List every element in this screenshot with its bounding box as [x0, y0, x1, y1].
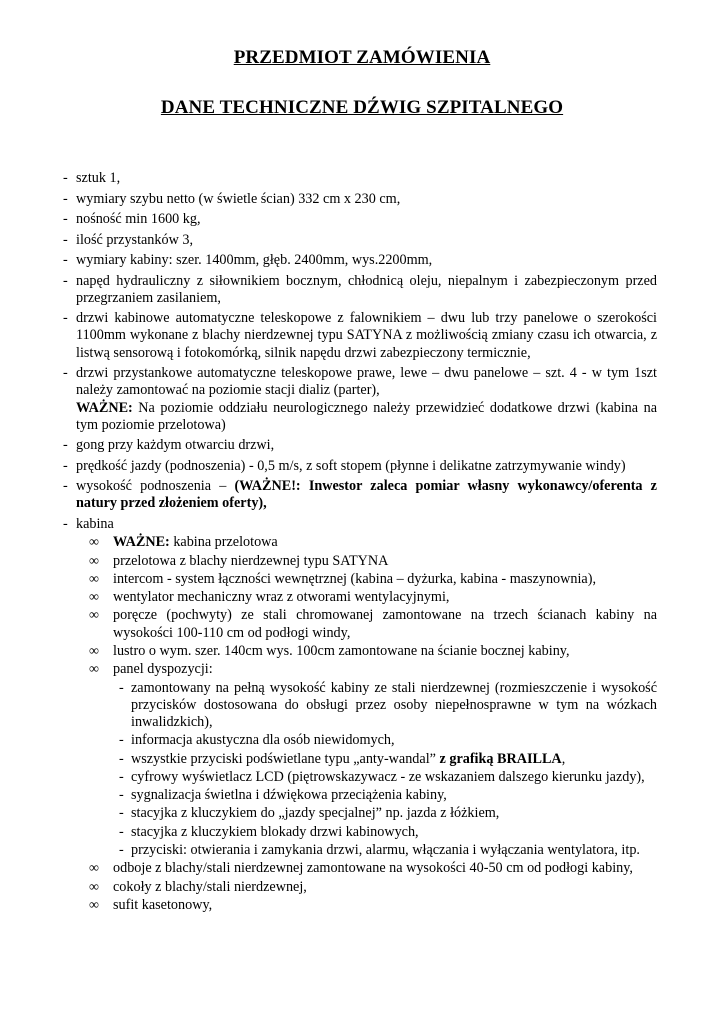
- spec-item-text: wymiary kabiny: szer. 1400mm, głęb. 2400mm, wys.2200mm,: [76, 252, 433, 268]
- infinity-bullet-icon: ∞: [89, 879, 99, 895]
- spec-item: [63, 365, 657, 434]
- infinity-bullet-icon: ∞: [89, 571, 99, 587]
- dash-bullet: -: [63, 457, 68, 474]
- spec-item-text: wysokość podnoszenia –: [76, 478, 235, 495]
- infinity-bullet-icon: ∞: [89, 662, 99, 678]
- cabin-item-text: wentylator mechaniczny wraz z otworami wentylacyjnymi,: [113, 589, 450, 606]
- cabin-item: [63, 661, 657, 678]
- important-label: WAŻNE:: [76, 399, 133, 416]
- infinity-bullet-icon: ∞: [89, 608, 99, 624]
- cabin-item: [63, 607, 657, 641]
- spec-item: [63, 273, 657, 307]
- panel-item-text: stacyjka z kluczykiem do „jazdy specjalnej” np. jazda z łóżkiem,: [131, 805, 500, 822]
- spec-list: [63, 170, 657, 915]
- cabin-item-text: sufit kasetonowy,: [113, 896, 213, 913]
- cabin-item: [63, 553, 657, 570]
- spec-item: [63, 252, 657, 269]
- dash-bullet: -: [119, 768, 124, 785]
- dash-bullet: -: [63, 252, 68, 268]
- infinity-bullet-icon: ∞: [89, 897, 99, 913]
- dash-bullet: -: [63, 478, 68, 495]
- important-label: WAŻNE:: [113, 534, 170, 551]
- cabin-item: [63, 589, 657, 606]
- panel-item: [63, 732, 657, 749]
- panel-item-text: przyciski: otwierania i zamykania drzwi, alarmu, włączania i wyłączania wentylatora, itp.: [131, 841, 640, 858]
- dash-bullet: -: [63, 190, 68, 207]
- panel-item: [63, 751, 657, 768]
- cabin-item-text: poręcze (pochwyty) ze stali chromowanej zamontowane na trzech ścianach kabiny na wysokości 100-110 cm od podłogi windy,: [113, 607, 657, 641]
- cabin-item-text: odboje z blachy/stali nierdzewnej zamontowane na wysokości 40-50 cm od podłogi kabiny,: [113, 860, 633, 877]
- dash-bullet: -: [63, 231, 68, 248]
- infinity-bullet-icon: ∞: [89, 535, 99, 551]
- panel-item: [63, 787, 657, 804]
- cabin-item: [63, 571, 657, 588]
- dash-bullet: -: [119, 750, 124, 767]
- dash-bullet: -: [119, 679, 124, 696]
- dash-bullet: -: [119, 732, 124, 749]
- cabin-item: [63, 897, 657, 914]
- infinity-bullet-icon: ∞: [89, 861, 99, 877]
- panel-item-text: cyfrowy wyświetlacz LCD (piętrowskazywacz - ze wskazaniem dalszego kierunku jazdy),: [131, 768, 645, 785]
- spec-item: [63, 478, 657, 512]
- panel-item-text: zamontowany na pełną wysokość kabiny ze stali nierdzewnej (rozmieszczenie i wysokość przycisków dostosowana do obsługi przez osoby niepełnosprawne w tym na wózkach inwalidzkich),: [131, 679, 657, 730]
- spec-item: [63, 310, 657, 362]
- important-note: (WAŻNE!: Inwestor zaleca pomiar własny wykonawcy/oferenta z natury przed złożeniem oferty),: [76, 478, 657, 512]
- cabin-item-text: przelotowa z blachy nierdzewnej typu SATYNA: [113, 552, 389, 569]
- infinity-bullet-icon: ∞: [89, 643, 99, 659]
- spec-item: [63, 232, 657, 249]
- dash-bullet: -: [63, 310, 68, 327]
- spec-item-text: ilość przystanków 3,: [76, 231, 194, 248]
- spec-item-text: kabina: [76, 515, 114, 532]
- cabin-item-text: panel dyspozycji:: [113, 661, 213, 678]
- dash-bullet: -: [119, 787, 124, 804]
- spec-item-text: napęd hydrauliczny z siłownikiem bocznym, chłodnicą oleju, niepalnym i zabezpieczonym przed przegrzaniem zasilaniem,: [76, 272, 657, 306]
- cabin-item: [63, 534, 657, 551]
- dash-bullet: -: [119, 823, 124, 840]
- spec-item-note-text: Na poziomie oddziału neurologicznego należy przewidzieć dodatkowe drzwi (kabina na tym poziomie przelotowa): [76, 399, 657, 433]
- dash-bullet: -: [63, 365, 68, 382]
- spec-item: [63, 211, 657, 228]
- spec-item: [63, 191, 657, 208]
- spec-item: [63, 437, 657, 454]
- dash-bullet: -: [63, 170, 68, 186]
- panel-item-text: sygnalizacja świetlna i dźwiękowa przeciążenia kabiny,: [131, 787, 447, 804]
- dash-bullet: -: [63, 272, 68, 289]
- cabin-item-text: lustro o wym. szer. 140cm wys. 100cm zamontowane na ścianie bocznej kabiny,: [113, 642, 570, 659]
- dash-bullet: -: [119, 805, 124, 822]
- cabin-item: [63, 860, 657, 877]
- panel-item-text: wszystkie przyciski podświetlane typu „anty-wandal”: [131, 750, 440, 767]
- panel-item: [63, 842, 657, 859]
- dash-bullet: -: [63, 437, 68, 454]
- spec-item: [63, 516, 657, 533]
- dash-bullet: -: [119, 841, 124, 858]
- spec-item-text: nośność min 1600 kg,: [76, 211, 201, 227]
- dash-bullet: -: [63, 515, 68, 532]
- document-title: PRZEDMIOT ZAMÓWIENIA: [233, 47, 491, 68]
- panel-item: [63, 680, 657, 732]
- document-subtitle: DANE TECHNICZNE DŹWIG SZPITALNEGO: [160, 97, 564, 118]
- infinity-bullet-icon: ∞: [89, 590, 99, 606]
- spec-item-text: prędkość jazdy (podnoszenia) - 0,5 m/s, z soft stopem (płynne i delikatne zatrzymywanie windy): [76, 457, 626, 474]
- spec-item-text: wymiary szybu netto (w świetle ścian) 332 cm x 230 cm,: [76, 190, 401, 207]
- cabin-item-text: kabina przelotowa: [169, 534, 278, 551]
- spec-item-text: sztuk 1,: [76, 170, 121, 186]
- spec-item-note: [76, 400, 657, 434]
- infinity-bullet-icon: ∞: [89, 553, 99, 569]
- spec-item-text: gong przy każdym otwarciu drzwi,: [76, 437, 275, 454]
- spec-item: [63, 170, 657, 187]
- panel-item-text: stacyjka z kluczykiem blokady drzwi kabinowych,: [131, 823, 419, 840]
- cabin-item-text: cokoły z blachy/stali nierdzewnej,: [113, 878, 307, 895]
- panel-item-text: ,: [561, 750, 566, 767]
- panel-item: [63, 805, 657, 822]
- cabin-item: [63, 643, 657, 660]
- cabin-item-text: intercom - system łączności wewnętrznej (kabina – dyżurka, kabina - maszynownia),: [113, 570, 596, 587]
- spec-item-text: drzwi przystankowe automatyczne teleskopowe prawe, lewe – dwu panelowe – szt. 4 - w tym 1szt należy zamontować na poziomie stacji dializ (parter),: [76, 365, 657, 399]
- panel-item: [63, 769, 657, 786]
- braille-label: z grafiką BRAILLA: [439, 750, 562, 767]
- panel-item: [63, 824, 657, 841]
- spec-item: [63, 458, 657, 475]
- spec-item-text: drzwi kabinowe automatyczne teleskopowe z falownikiem – dwu lub trzy panelowe o szerokości 1100mm wykonane z blachy nierdzewnej typu SATYNA z możliwością zmiany czasu ich otwarcia, z listwą sensorową i fotokomórką, silnik napędu drzwi zabezpieczony termicznie,: [76, 310, 657, 361]
- panel-item-text: informacja akustyczna dla osób niewidomych,: [131, 732, 395, 749]
- dash-bullet: -: [63, 211, 68, 227]
- cabin-item: [63, 879, 657, 896]
